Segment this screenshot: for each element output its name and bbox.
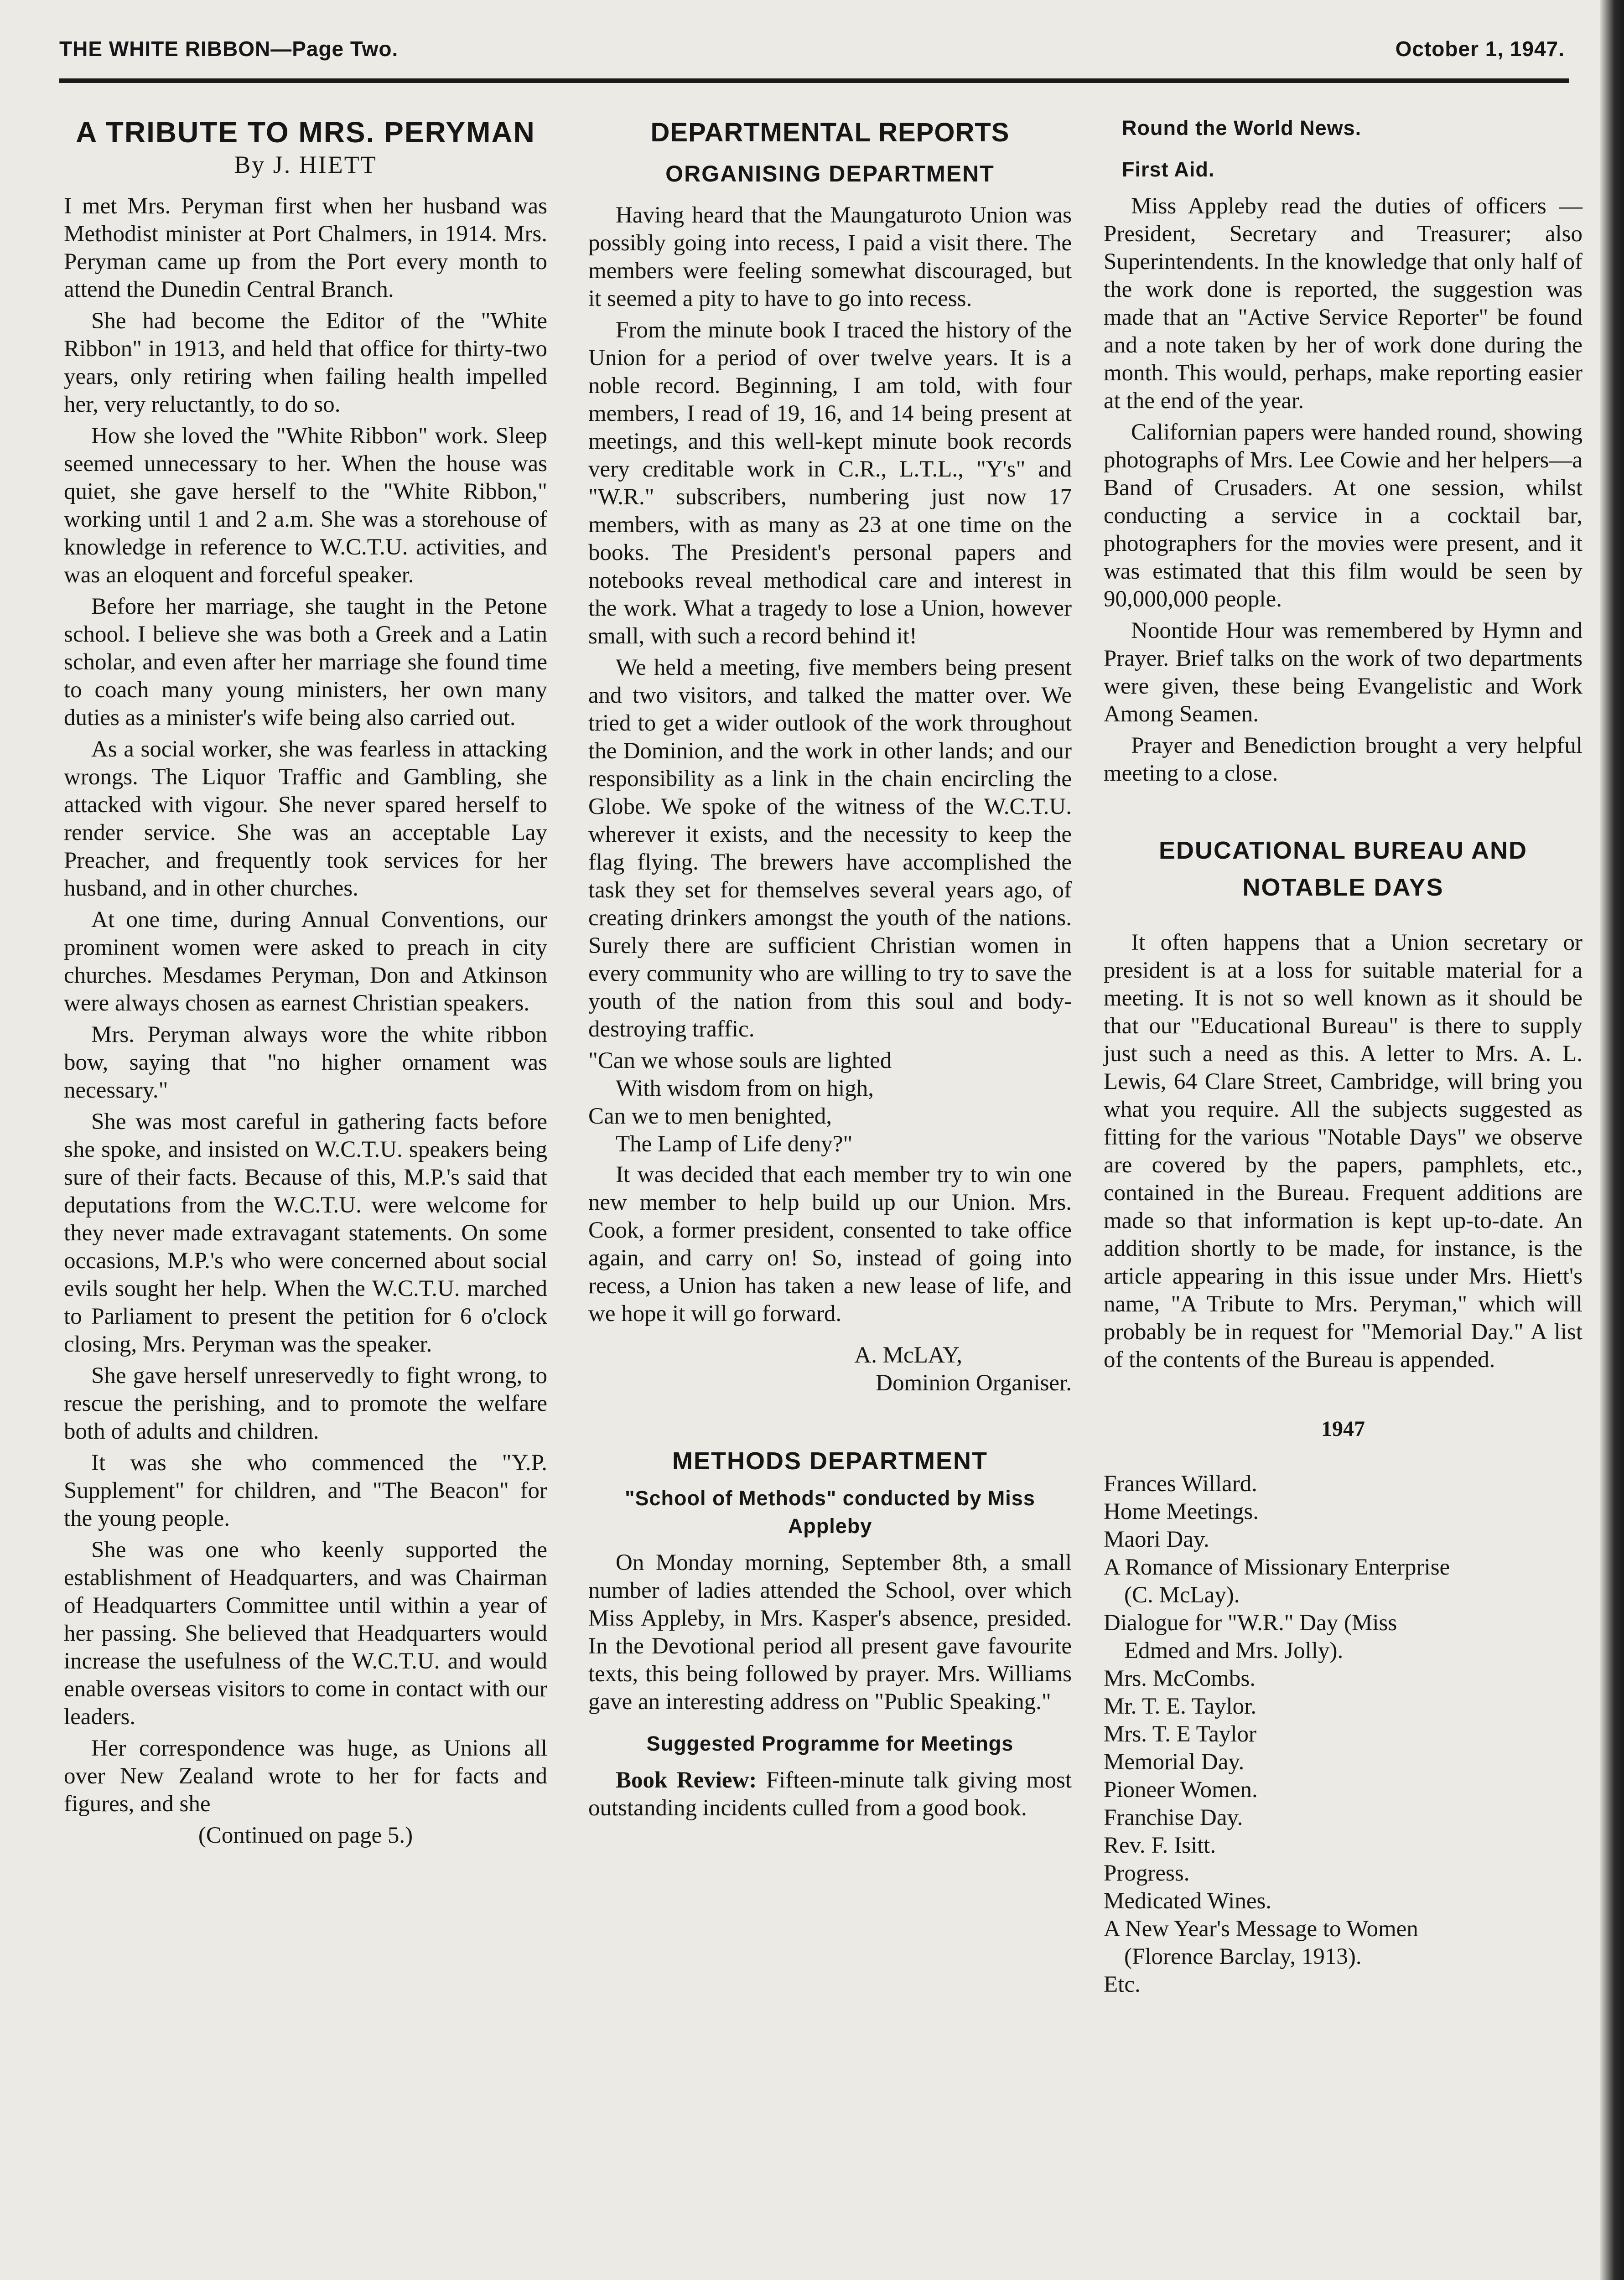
tribute-title: A TRIBUTE TO MRS. PERYMAN xyxy=(76,116,535,149)
organising-title: ORGANISING DEPARTMENT xyxy=(665,161,995,187)
header-rule xyxy=(59,78,1569,83)
tribute-paragraph: At one time, during Annual Conventions, our prominent women were asked to preach in city churches. Mesdames Peryman, Don and Atkinson were always chosen as earnest Christian speakers. xyxy=(64,907,547,1016)
header-date: October 1, 1947. xyxy=(1395,37,1565,61)
continued-note: (Continued on page 5.) xyxy=(198,1823,413,1848)
educational-title-line1: EDUCATIONAL BUREAU AND xyxy=(1159,837,1527,864)
tribute-paragraph: She gave herself unreservedly to fight wrong, to rescue the perishing, and to promote the welfare both of adults and children. xyxy=(64,1363,547,1444)
list-item: Mrs. T. E Taylor xyxy=(1104,1721,1256,1747)
tribute-paragraph: How she loved the "White Ribbon" work. Sleep seemed unnecessary to her. When the house was quiet, she gave herself to the "White Ribbon," working until 1 and 2 a.m. She was a storehouse of knowledge in reference to W.C.T.U. activities, and was an eloquent and forceful speaker. xyxy=(64,423,547,588)
tribute-paragraph: It was she who commenced the "Y.P. Supplement" for children, and "The Beacon" for the young people. xyxy=(64,1450,547,1531)
list-item: Medicated Wines. xyxy=(1104,1888,1272,1914)
list-year: 1947 xyxy=(1321,1417,1365,1441)
list-item: Memorial Day. xyxy=(1104,1749,1245,1775)
list-item: Dialogue for "W.R." Day (Miss xyxy=(1104,1610,1397,1636)
hymn-verse xyxy=(588,1047,1072,1158)
educational-title-line2: NOTABLE DAYS xyxy=(1242,874,1444,901)
list-item: Edmed and Mrs. Jolly). xyxy=(1124,1638,1344,1663)
first-aid-title: First Aid. xyxy=(1122,158,1215,181)
round-world-title: Round the World News. xyxy=(1122,116,1362,140)
tribute-paragraph: She was most careful in gathering facts before she spoke, and insisted on W.C.T.U. speakers being sure of their facts. Because of this, M.P.'s said that deputations from the W.C.T.U. were welcome for they never made extravagant statements. On some occasions, M.P.'s who were concerned about social evils sought her help. When the W.C.T.U. marched to Parliament to present the petition for 6 o'clock closing, Mrs. Peryman was the speaker. xyxy=(64,1109,547,1357)
news-paragraph: Noontide Hour was remembered by Hymn and Prayer. Brief talks on the work of two departments were given, these being Evangelistic and Work Among Seamen. xyxy=(1104,618,1582,727)
list-item: Franchise Day. xyxy=(1104,1805,1243,1830)
page-edge-shadow xyxy=(1600,0,1624,2280)
tribute-paragraph: I met Mrs. Peryman first when her husband was Methodist minister at Port Chalmers, in 1914. Mrs. Peryman came up from the Port every month to attend the Dunedin Central Branch. xyxy=(64,193,547,302)
header-publication: THE WHITE RIBBON—Page Two. xyxy=(59,37,399,61)
book-review-text: Fifteen-minute talk giving most outstanding incidents culled from a good book. xyxy=(588,1767,1072,1821)
list-item: Mr. T. E. Taylor. xyxy=(1104,1694,1257,1719)
list-item: Rev. F. Isitt. xyxy=(1104,1833,1216,1858)
news-paragraph: Miss Appleby read the duties of officers — President, Secretary and Treasurer; also Superintendents. In the knowledge that only half of the work done is reported, the suggestion was made that an "Active Service Reporter" be found and a note taken by her of work done during the month. This would, perhaps, make reporting easier at the end of the year. xyxy=(1104,193,1582,414)
column-departmental xyxy=(588,109,1072,2280)
organising-closing: It was decided that each member try to win one new member to help build up our Union. Mrs. Cook, a former president, consented to take office again, and carry on! So, instead of going into recess, a Union has taken a new lease of life, and we hope it will go forward. xyxy=(588,1162,1072,1327)
list-item: Maori Day. xyxy=(1104,1527,1209,1552)
tribute-byline: By J. HIETT xyxy=(234,151,377,178)
list-item: Mrs. McCombs. xyxy=(1104,1666,1256,1691)
methods-paragraph: On Monday morning, September 8th, a small number of ladies attended the School, over which Miss Appleby, in Mrs. Kasper's absence, presided. In the Devotional period all present gave favourite texts, this being followed by prayer. Mrs. Williams gave an interesting address on "Public Speaking." xyxy=(588,1550,1072,1715)
organising-paragraph: From the minute book I traced the history of the Union for a period of over twelve years. It is a noble record. Beginning, I am told, with four members, I read of 19, 16, and 14 being present at meetings, and this well-kept minute book records very creditable work in C.R., L.T.L., "Y's" and "W.R." subscribers, numbering just now 17 members, with as many as 23 at one time on the books. The President's personal papers and notebooks reveal methodical care and interest in the work. What a tragedy to lose a Union, however small, with such a record behind it! xyxy=(588,317,1072,649)
signature-title: Dominion Organiser. xyxy=(876,1370,1072,1396)
tribute-paragraph: Her correspondence was huge, as Unions all over New Zealand wrote to her for facts and figures, and she xyxy=(64,1736,547,1817)
news-paragraph: Prayer and Benediction brought a very helpful meeting to a close. xyxy=(1104,733,1582,786)
verse-line: Can we to men benighted, xyxy=(588,1104,832,1129)
signature-name: A. McLAY, xyxy=(854,1342,962,1368)
column-tribute xyxy=(64,109,547,2280)
departmental-title: DEPARTMENTAL REPORTS xyxy=(650,118,1010,147)
tribute-paragraph: She was one who keenly supported the establishment of Headquarters, and was Chairman of Headquarters Committee until within a year of her passing. She believed that Headquarters would increase the usefulness of the W.C.T.U. and would enable overseas visitors to come in contact with our leaders. xyxy=(64,1537,547,1730)
tribute-paragraph: She had become the Editor of the "White Ribbon" in 1913, and held that office for thirty-two years, only retiring when failing health impelled her, very reluctantly, to do so. xyxy=(64,308,547,417)
tribute-paragraph: Mrs. Peryman always wore the white ribbon bow, saying that "no higher ornament was necessary." xyxy=(64,1022,547,1103)
list-item: A New Year's Message to Women xyxy=(1104,1916,1418,1942)
bureau-contents-list xyxy=(1104,1470,1582,1999)
book-review xyxy=(588,1767,1072,1822)
tribute-paragraph: Before her marriage, she taught in the Petone school. I believe she was both a Greek and a Latin scholar, and even after her marriage she found time to coach many young ministers, her own many duties as a minister's wife being also carried out. xyxy=(64,594,547,731)
signature-block xyxy=(588,1342,1072,1397)
list-item: Pioneer Women. xyxy=(1104,1777,1258,1803)
organising-paragraph: We held a meeting, five members being present and two visitors, and talked the matter over. We tried to get a wider outlook of the work throughout the Dominion, and the work in other lands; and our responsibility as a link in the chain encircling the Globe. We spoke of the witness of the W.C.T.U. wherever it exists, and the necessity to keep the flag flying. The brewers have accomplished the task they set for themselves several years ago, of creating drinkers amongst the youth of the nations. Surely there are sufficient Christian women in every community who are willing to try to save the youth of the nation from this soul and body-destroying traffic. xyxy=(588,655,1072,1042)
tribute-paragraph: As a social worker, she was fearless in attacking wrongs. The Liquor Traffic and Gambling, she attacked with vigour. She never spared herself to render service. She was an acceptable Lay Preacher, and frequently took services for her husband, and in other churches. xyxy=(64,736,547,901)
programme-title: Suggested Programme for Meetings xyxy=(646,1732,1014,1755)
book-review-label: Book Review: xyxy=(616,1767,757,1793)
verse-line: The Lamp of Life deny?" xyxy=(616,1131,853,1157)
methods-subtitle: "School of Methods" conducted by Miss Appleby xyxy=(625,1487,1035,1538)
list-item: Frances Willard. xyxy=(1104,1471,1257,1497)
educational-paragraph: It often happens that a Union secretary or president is at a loss for suitable material for a meeting. It is not so well known as it should be that our "Educational Bureau" is there to supply just such a need as this. A letter to Mrs. A. L. Lewis, 64 Clare Street, Cambridge, will bring you what you require. All the subjects suggested as fitting for the various "Notable Days" we observe are covered by the papers, pamphlets, etc., contained in the Bureau. Frequent additions are made so that information is kept up-to-date. An addition shortly to be made, for instance, is the article appearing in this issue under Mrs. Hiett's name, "A Tribute to Mrs. Peryman," which will probably be in request for "Memorial Day." A list of the contents of the Bureau is appended. xyxy=(1104,930,1582,1373)
list-item: Progress. xyxy=(1104,1860,1190,1886)
list-item: Home Meetings. xyxy=(1104,1499,1259,1524)
list-item: Etc. xyxy=(1104,1972,1141,1997)
page-header xyxy=(59,27,1565,73)
list-item: (Florence Barclay, 1913). xyxy=(1124,1944,1362,1969)
news-paragraph: Californian papers were handed round, showing photographs of Mrs. Lee Cowie and her helpers—a Band of Crusaders. At one session, whilst conducting a service in a cocktail bar, photographers for the movies were present, and it was estimated that this film would be seen by 90,000,000 people. xyxy=(1104,420,1582,612)
methods-title: METHODS DEPARTMENT xyxy=(672,1447,988,1475)
column-news xyxy=(1104,109,1582,2280)
verse-line: "Can we whose souls are lighted xyxy=(588,1048,892,1073)
verse-line: With wisdom from on high, xyxy=(616,1076,874,1101)
list-item: A Romance of Missionary Enterprise xyxy=(1104,1555,1450,1580)
list-item: (C. McLay). xyxy=(1124,1582,1240,1608)
organising-paragraph: Having heard that the Maungaturoto Union was possibly going into recess, I paid a visit there. The members were feeling somewhat discouraged, but it seemed a pity to have to go into recess. xyxy=(588,202,1072,311)
